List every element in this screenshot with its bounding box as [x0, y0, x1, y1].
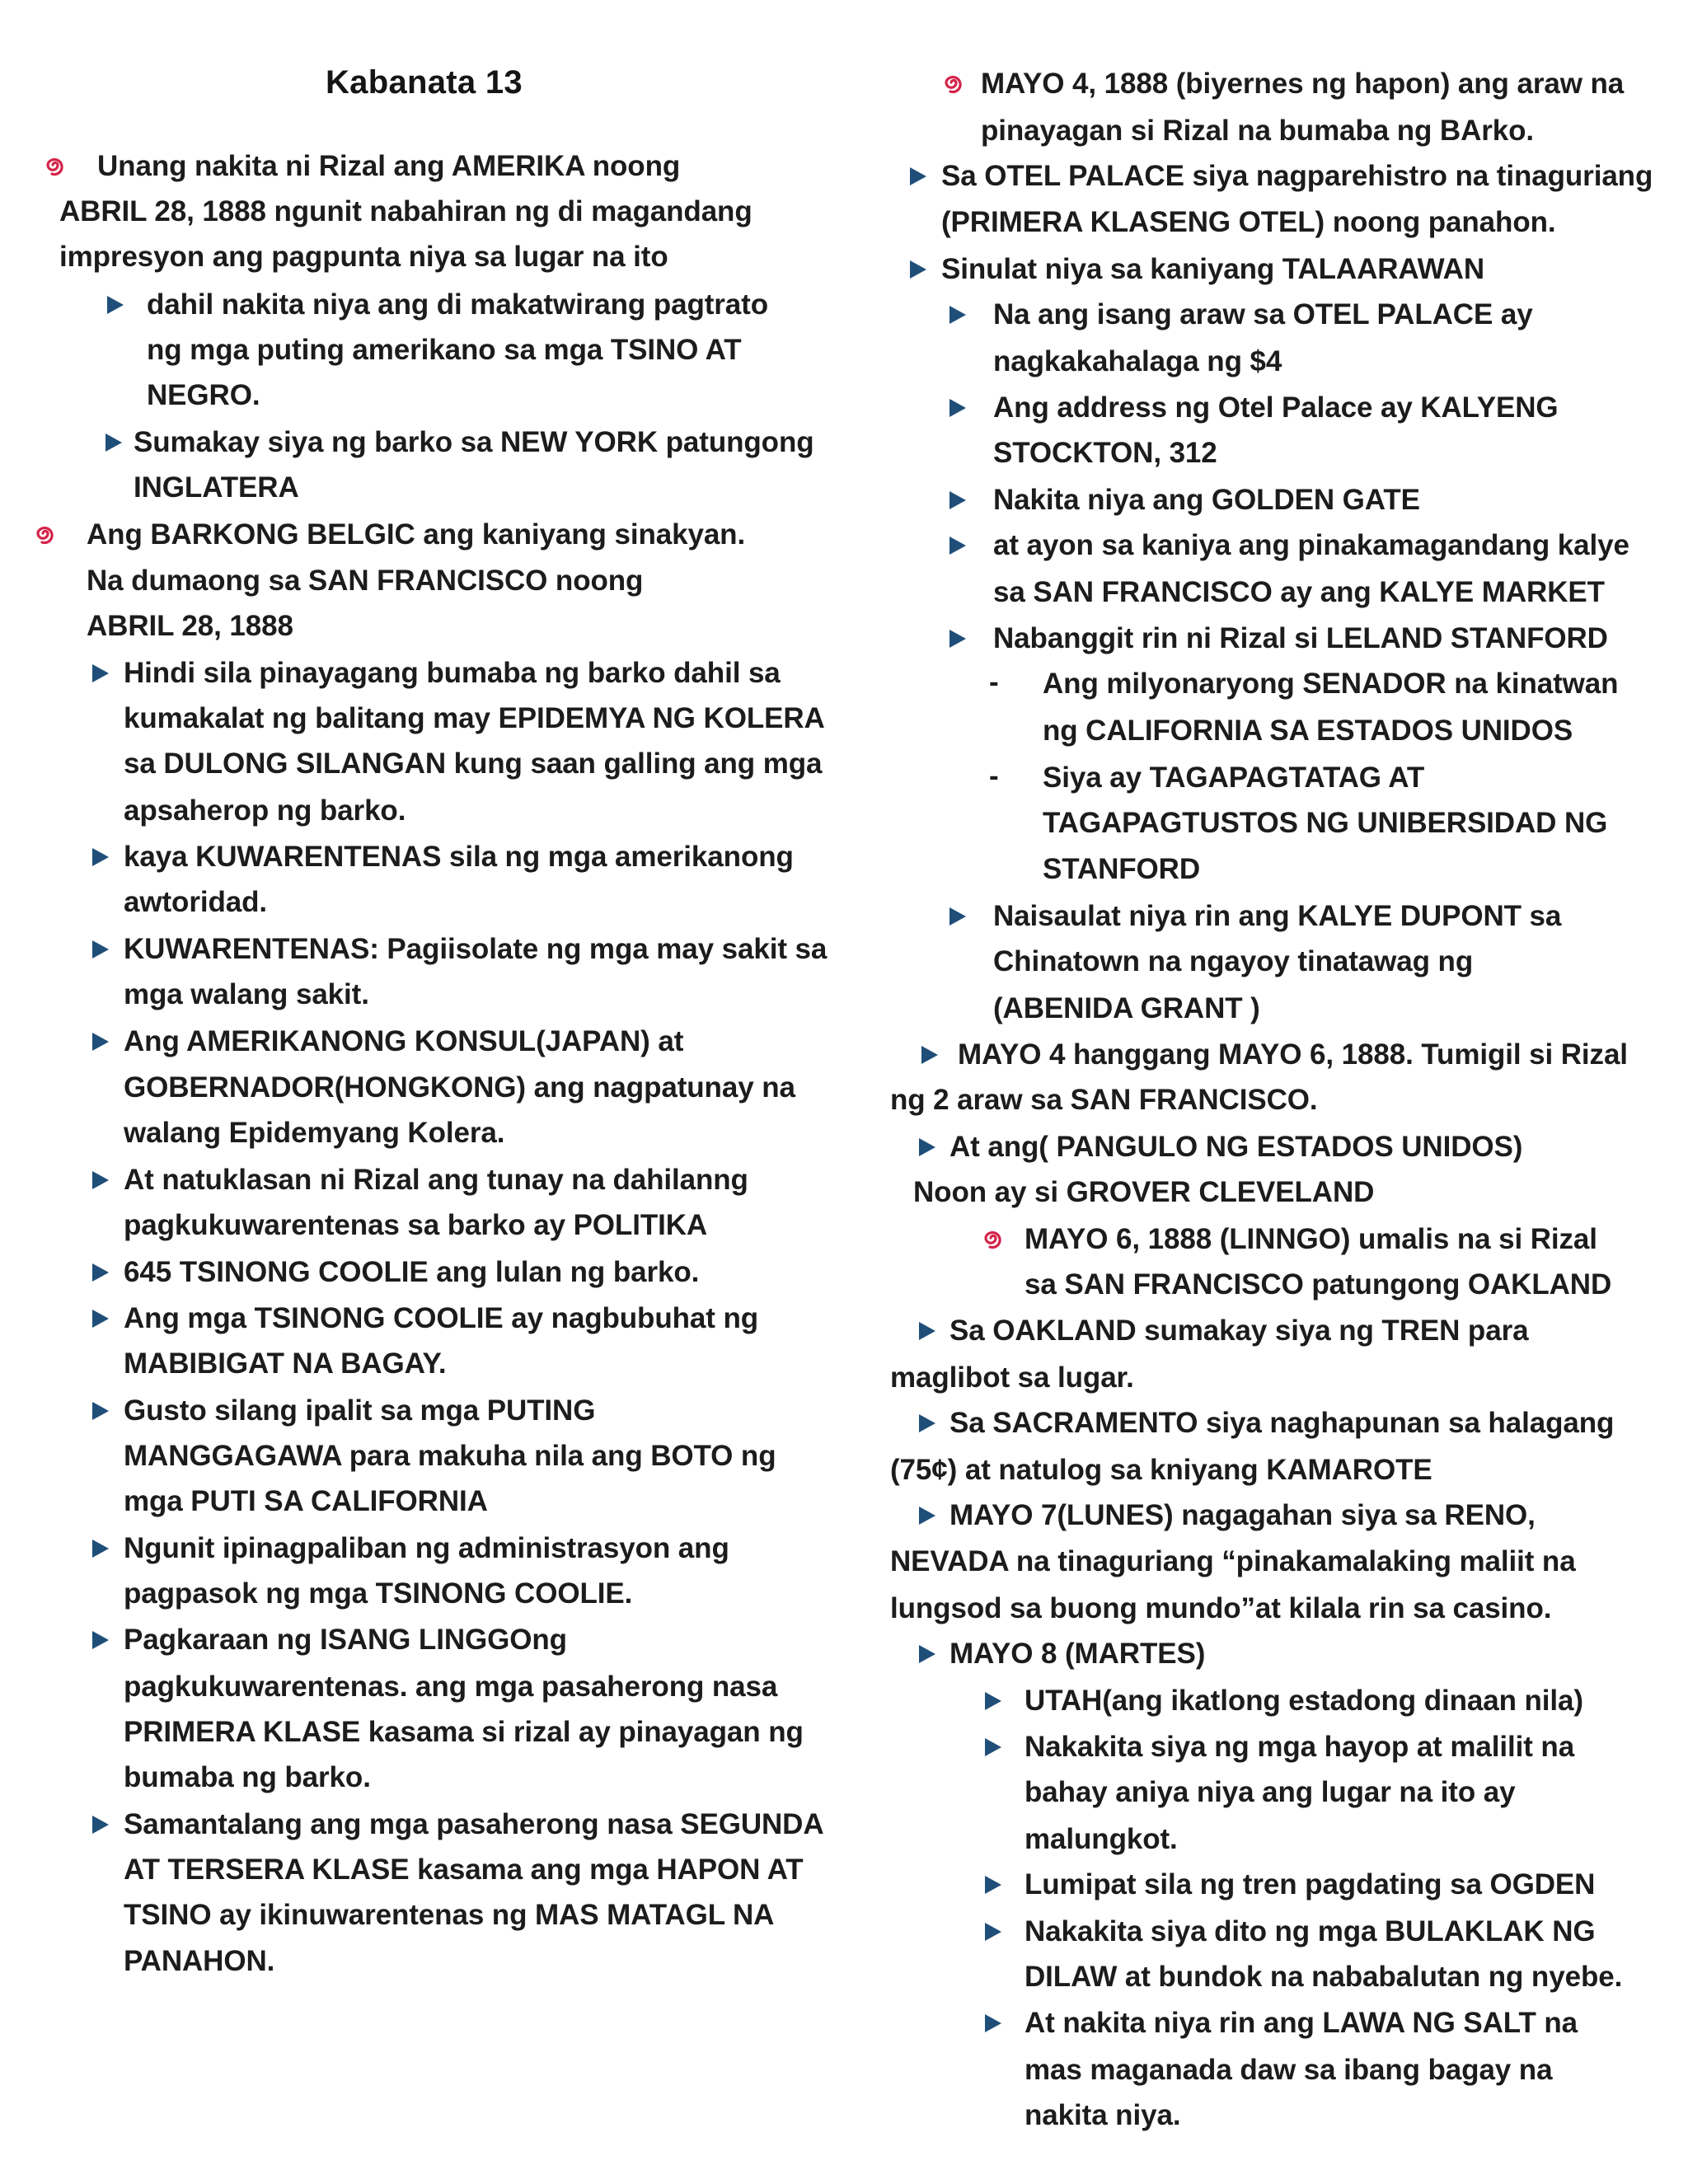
left-text-line: Ang AMERIKANONG KONSUL(JAPAN) at — [124, 1025, 684, 1057]
left-text-line: apsaherop ng barko. — [124, 794, 406, 827]
right-text-line: UTAH(ang ikatlong estadong dinaan nila) — [1025, 1685, 1583, 1717]
dash-bullet-icon: - — [989, 666, 999, 698]
left-text-line: GOBERNADOR(HONGKONG) ang nagpatunay na — [124, 1071, 795, 1104]
right-text-line: MAYO 8 (MARTES) — [950, 1638, 1206, 1670]
arrow-bullet-icon — [919, 1138, 935, 1156]
spiral-bullet-icon — [43, 152, 68, 177]
left-text-line: awtoridad. — [124, 886, 268, 918]
arrow-bullet-icon — [92, 1310, 109, 1328]
right-text-line: bahay aniya niya ang lugar na ito ay — [1025, 1776, 1516, 1808]
arrow-bullet-icon — [950, 537, 966, 555]
left-text-line: pagkukuwarentenas. ang mga pasaherong nasa — [124, 1671, 778, 1703]
right-text-line: ng CALIFORNIA SA ESTADOS UNIDOS — [1043, 715, 1573, 747]
right-text-line: STANFORD — [1043, 853, 1201, 885]
right-text-line: Sa SACRAMENTO siya naghapunan sa halagang — [950, 1407, 1615, 1439]
left-text-line: Unang nakita ni Rizal ang AMERIKA noong — [97, 150, 681, 182]
right-text-line: Chinatown na ngayoy tinatawag ng — [993, 945, 1474, 977]
arrow-bullet-icon — [985, 1876, 1001, 1894]
right-text-line: MAYO 4 hanggang MAYO 6, 1888. Tumigil si Rizal — [958, 1038, 1628, 1071]
right-text-line: Nakakita siya ng mga hayop at malilit na — [1025, 1731, 1575, 1763]
right-text-line: At ang( PANGULO NG ESTADOS UNIDOS) — [950, 1131, 1523, 1163]
arrow-bullet-icon — [910, 167, 926, 185]
right-text-line: MAYO 7(LUNES) nagagahan siya sa RENO, — [950, 1499, 1536, 1531]
right-text-line: ng 2 araw sa SAN FRANCISCO. — [890, 1084, 1318, 1116]
left-text-line: NEGRO. — [147, 379, 260, 411]
left-text-line: MABIBIGAT NA BAGAY. — [124, 1347, 447, 1380]
arrow-bullet-icon — [92, 848, 109, 866]
right-text-line: (75¢) at natulog sa kniyang KAMAROTE — [890, 1454, 1432, 1486]
right-text-line: Nakakita siya dito ng mga BULAKLAK NG — [1025, 1915, 1596, 1947]
arrow-bullet-icon — [919, 1414, 935, 1432]
arrow-bullet-icon — [106, 434, 122, 452]
right-text-line: MAYO 6, 1888 (LINNGO) umalis na si Rizal — [1025, 1223, 1597, 1255]
arrow-bullet-icon — [92, 940, 109, 958]
left-text-line: Pagkaraan ng ISANG LINGGOng — [124, 1624, 567, 1656]
arrow-bullet-icon — [950, 630, 966, 648]
spiral-bullet-icon — [33, 521, 58, 546]
right-text-line: mas maganada daw sa ibang bagay na — [1025, 2054, 1553, 2086]
left-text-line: walang Epidemyang Kolera. — [124, 1117, 505, 1149]
right-text-line: Lumipat sila ng tren pagdating sa OGDEN — [1025, 1868, 1596, 1900]
left-text-line: kumakalat ng balitang may EPIDEMYA NG KOLERA — [124, 702, 825, 734]
right-text-line: maglibot sa lugar. — [890, 1361, 1134, 1394]
right-text-line: Nakita niya ang GOLDEN GATE — [993, 484, 1420, 516]
arrow-bullet-icon — [107, 296, 124, 314]
right-text-line: Sa OTEL PALACE siya nagparehistro na tinaguriang — [941, 160, 1653, 192]
dash-bullet-icon: - — [989, 760, 999, 792]
right-text-line: NEVADA na tinaguriang “pinakamalaking maliit na — [890, 1545, 1576, 1577]
arrow-bullet-icon — [92, 1171, 109, 1189]
left-text-line: pagkukuwarentenas sa barko ay POLITIKA — [124, 1209, 708, 1241]
arrow-bullet-icon — [910, 260, 926, 279]
arrow-bullet-icon — [950, 491, 966, 509]
arrow-bullet-icon — [985, 1738, 1001, 1756]
left-text-line: bumaba ng barko. — [124, 1761, 371, 1793]
right-text-line: malungkot. — [1025, 1823, 1178, 1855]
spiral-bullet-icon — [941, 70, 966, 95]
right-text-line: Na ang isang araw sa OTEL PALACE ay — [993, 298, 1533, 330]
arrow-bullet-icon — [92, 1816, 109, 1834]
arrow-bullet-icon — [92, 1263, 109, 1282]
right-text-line: (PRIMERA KLASENG OTEL) noong panahon. — [941, 206, 1556, 238]
page-title: Kabanata 13 — [326, 64, 523, 101]
right-text-line: TAGAPAGTUSTOS NG UNIBERSIDAD NG — [1043, 807, 1608, 839]
left-text-line: Sumakay siya ng barko sa NEW YORK patungong — [134, 426, 814, 458]
right-text-line: Sa OAKLAND sumakay siya ng TREN para — [950, 1315, 1529, 1347]
left-text-line: Ngunit ipinagpaliban ng administrasyon ang — [124, 1532, 729, 1564]
right-text-line: Ang milyonaryong SENADOR na kinatwan — [1043, 668, 1619, 700]
left-text-line: PANAHON. — [124, 1945, 275, 1977]
right-text-line: At nakita niya rin ang LAWA NG SALT na — [1025, 2007, 1578, 2039]
right-text-line: at ayon sa kaniya ang pinakamagandang kalye — [993, 529, 1629, 561]
left-text-line: Ang mga TSINONG COOLIE ay nagbubuhat ng — [124, 1302, 758, 1334]
arrow-bullet-icon — [985, 2014, 1001, 2032]
right-text-line: DILAW at bundok na nababalutan ng nyebe. — [1025, 1961, 1623, 1993]
left-text-line: KUWARENTENAS: Pagiisolate ng mga may sakit sa — [124, 933, 828, 965]
arrow-bullet-icon — [950, 907, 966, 926]
right-text-line: Sinulat niya sa kaniyang TALAARAWAN — [941, 253, 1485, 285]
left-text-line: Samantalang ang mga pasaherong nasa SEGUNDA — [124, 1808, 824, 1840]
right-text-line: nakita niya. — [1025, 2099, 1181, 2131]
right-text-line: Ang address ng Otel Palace ay KALYENG — [993, 391, 1559, 424]
left-text-line: pagpasok ng mga TSINONG COOLIE. — [124, 1577, 633, 1610]
left-text-line: Ang BARKONG BELGIC ang kaniyang sinakyan. — [87, 518, 746, 551]
left-text-line: ABRIL 28, 1888 ngunit nabahiran ng di magandang — [59, 195, 753, 227]
left-text-line: mga PUTI SA CALIFORNIA — [124, 1485, 488, 1517]
arrow-bullet-icon — [950, 306, 966, 324]
spiral-bullet-icon — [981, 1226, 1006, 1250]
right-text-line: Naisaulat niya rin ang KALYE DUPONT sa — [993, 900, 1562, 932]
left-text-line: Na dumaong sa SAN FRANCISCO noong — [87, 565, 644, 597]
right-text-line: pinayagan si Rizal na bumaba ng BArko. — [981, 115, 1535, 147]
left-text-line: MANGGAGAWA para makuha nila ang BOTO ng — [124, 1440, 776, 1472]
arrow-bullet-icon — [919, 1322, 935, 1340]
left-text-line: impresyon ang pagpunta niya sa lugar na ito — [59, 241, 668, 273]
left-text-line: Gusto silang ipalit sa mga PUTING — [124, 1394, 596, 1427]
arrow-bullet-icon — [919, 1645, 935, 1663]
right-text-line: nagkakahalaga ng $4 — [993, 345, 1282, 377]
right-text-line: Nabanggit rin ni Rizal si LELAND STANFORD — [993, 622, 1608, 654]
arrow-bullet-icon — [92, 1402, 109, 1420]
left-text-line: INGLATERA — [134, 471, 299, 504]
left-text-line: 645 TSINONG COOLIE ang lulan ng barko. — [124, 1256, 700, 1288]
right-text-line: (ABENIDA GRANT ) — [993, 992, 1260, 1024]
left-text-line: ng mga puting amerikano sa mga TSINO AT — [147, 334, 742, 366]
right-text-line: Noon ay si GROVER CLEVELAND — [913, 1176, 1375, 1208]
right-text-line: STOCKTON, 312 — [993, 437, 1217, 469]
left-text-line: ABRIL 28, 1888 — [87, 610, 293, 642]
left-text-line: mga walang sakit. — [124, 978, 369, 1010]
arrow-bullet-icon — [919, 1507, 935, 1525]
arrow-bullet-icon — [92, 1540, 109, 1558]
arrow-bullet-icon — [950, 399, 966, 417]
left-text-line: PRIMERA KLASE kasama si rizal ay pinayagan ng — [124, 1716, 804, 1748]
left-text-line: Hindi sila pinayagang bumaba ng barko dahil sa — [124, 657, 781, 689]
right-text-line: sa SAN FRANCISCO ay ang KALYE MARKET — [993, 576, 1605, 608]
right-text-line: Siya ay TAGAPAGTATAG AT — [1043, 762, 1425, 794]
left-text-line: AT TERSERA KLASE kasama ang mga HAPON AT — [124, 1854, 804, 1886]
left-text-line: kaya KUWARENTENAS sila ng mga amerikanong — [124, 841, 794, 873]
left-text-line: TSINO ay ikinuwarentenas ng MAS MATAGL NA — [124, 1899, 775, 1931]
right-text-line: MAYO 4, 1888 (biyernes ng hapon) ang araw na — [981, 68, 1625, 100]
left-text-line: sa DULONG SILANGAN kung saan galling ang mga — [124, 748, 823, 780]
left-text-line: At natuklasan ni Rizal ang tunay na dahilanng — [124, 1164, 748, 1196]
right-text-line: lungsod sa buong mundo”at kilala rin sa casino. — [890, 1592, 1552, 1624]
arrow-bullet-icon — [92, 1033, 109, 1051]
arrow-bullet-icon — [92, 1631, 109, 1649]
left-text-line: dahil nakita niya ang di makatwirang pagtrato — [147, 288, 768, 321]
arrow-bullet-icon — [92, 664, 109, 682]
right-text-line: sa SAN FRANCISCO patungong OAKLAND — [1025, 1268, 1612, 1301]
arrow-bullet-icon — [921, 1046, 938, 1064]
arrow-bullet-icon — [985, 1923, 1001, 1941]
arrow-bullet-icon — [985, 1692, 1001, 1710]
